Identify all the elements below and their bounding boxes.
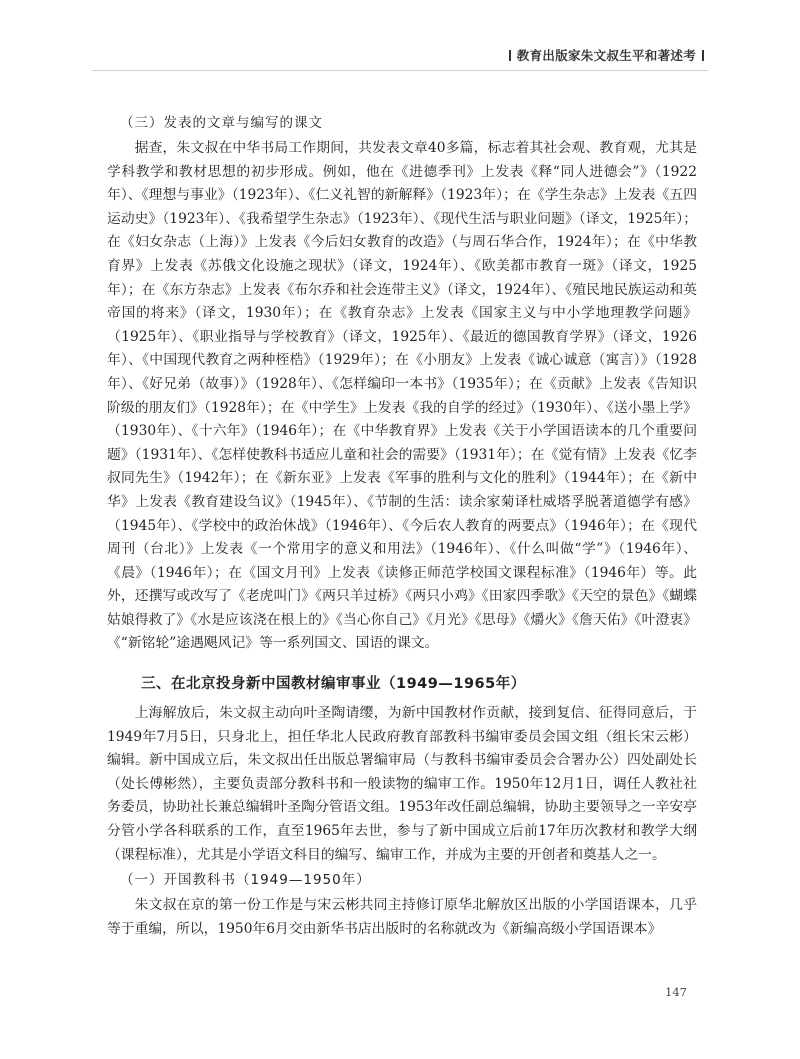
header-divider [92,70,708,71]
subheading-founding-textbooks: （一）开国教科书（1949—1950年） [120,872,371,889]
subheading-published-articles: （三）发表的文章与编写的课文 [120,115,323,131]
running-title: 教育出版家朱文叔生平和著述考 [516,48,696,63]
section-heading-beijing: 三、在北京投身新中国教材编审事业（1949—1965年） [141,676,526,693]
header-right-bar [702,50,704,61]
running-header [509,46,704,64]
page-body [107,112,697,941]
page-number: 147 [665,985,687,999]
header-left-bar [509,50,511,61]
paragraph-first-work: 朱文叔在京的第一份工作是与宋云彬共同主持修订原华北解放区出版的小学国语课本，几乎等于重编，所以，1950年6月交由新华书店出版时的名称就改为《新编高级小学国语课本》 [107,897,697,937]
paragraph-articles-list: 据查，朱文叔在中华书局工作期间，共发表文章40多篇，标志着其社会观、教育观，尤其是学科教学和教材思想的初步形成。例如，他在《进德季刊》上发表《释“同人进德会”》（1922年）、《理想与事业》（1923年）、《仁义礼智的新解释》（1923年）；在《学生杂志》上发表《五四运动史》（1923年）、《我希望学生杂志》（1923年）、《现代生活与职业问题》（译文，1925年）；在《妇女杂志（上海）》上发表《今后妇女教育的改造》（与周石华合作，1924年）；在《中华教育界》上发表《苏俄文化设施之现状》（译文，1924年）、《欧美都市教育一斑》（译文，1925年）；在《东方杂志》上发表《布尔乔和社会连带主义》（译文，1924年）、《殖民地民族运动和英帝国的将来》（译文，1930年）；在《教育杂志》上发表《国家主义与中小学地理教学问题》（1925年）、《职业指导与学校教育》（译文，1925年）、《最近的德国教育学界》（译文，1926年）、《中国现代教育之两种桎梏》（1929年）；在《小朋友》上发表《诚心诚意（寓言）》（1928年）、《好兄弟（故事）》（1928年）、《怎样编印一本书》（1935年）；在《贡献》上发表《告知识阶级的朋友们》（1928年）；在《中学生》上发表《我的自学的经过》（1930年）、《送小墨上学》（1930年）、《十六年》（1946年）；在《中华教育界》上发表《关于小学国语读本的几个重要问题》（1931年）、《怎样使教科书适应儿童和社会的需要》（1931年）；在《觉有情》上发表《忆李叔同先生》（1942年）；在《新东亚》上发表《军事的胜利与文化的胜利》（1944年）；在《新中华》上发表《教育建设刍议》（1945年）、《节制的生活：读余家菊译杜威塔孚脱著道德学有感》（1945年）、《学校中的政治休战》（1946年）、《今后农人教育的两要点》（1946年）；在《现代周刊（台北）》上发表《一个常用字的意义和用法》（1946年）、《什么叫做“学”》（1946年）、《晨》（1946年）；在《国文月刊》上发表《读修正师范学校国文课程标准》（1946年）等。此外，还撰写或改写了《老虎叫门》《两只羊过桥》《两只小鸡》《田家四季歌》《天空的景色》《蝴蝶姑娘得救了》《水是应该浇在根上的》《当心你自己》《月光》《思母》《爝火》《詹天佑》《叶澄衷》《“新铭轮”途遇飓风记》等一系列国文、国语的课文。 [107,140,697,652]
paragraph-beijing-career: 上海解放后，朱文叔主动向叶圣陶请缨，为新中国教材作贡献，接到复信、征得同意后，于1949年7月5日，只身北上，担任华北人民政府教育部教科书编审委员会国文组（组长宋云彬）编辑。新中国成立后，朱文叔出任出版总署编审局（与教科书编审委员会合署办公）四处副处长（处长傅彬然），主要负责部分教科书和一般读物的编审工作。1950年12月1日，调任人教社社务委员，协助社长兼总编辑叶圣陶分管语文组。1953年改任副总编辑，协助主要领导之一辛安亭分管小学各科联系的工作，直至1965年去世，参与了新中国成立后前17年历次教材和教学大纲（课程标准），尤其是小学语文科目的编写、编审工作，并成为主要的开创者和奠基人之一。 [107,705,697,863]
